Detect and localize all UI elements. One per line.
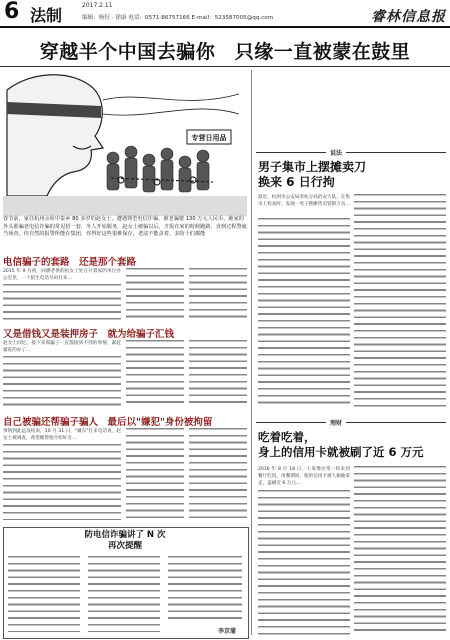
- article-lead: 2016 年 8 月 18 日，王某像往常一样来到餐厅吃饭，用餐期间，他的信用卡被人偷偷拿走，盗刷近 6 万元…: [258, 467, 350, 487]
- reminder-text-block: [168, 556, 242, 622]
- article-text-block: [3, 444, 121, 520]
- article-lead: 赵女士回忆，接下来那骗子一直都接到不到的事情，紧赶紧赶的办了…: [3, 341, 121, 354]
- article-text-block: [354, 194, 446, 408]
- paper-logo: 睿林信息报: [371, 9, 446, 25]
- article-text-block: [189, 428, 247, 520]
- header-rule: [0, 26, 450, 28]
- right-headline-knife: [258, 160, 366, 190]
- reminder-title-line1: 防电信诈骗讲了 N 次: [84, 530, 166, 540]
- headline-line: 身上的信用卡就被刷了近 6 万元: [258, 445, 424, 459]
- article-text-block: [3, 284, 121, 320]
- article-lead: 2015 年 9 月初，回溯老供的杭女士处在开着家的单位办公室里，一个陌生电话号码打来…: [3, 269, 121, 282]
- reminder-byline: 李京蒲: [218, 628, 237, 635]
- article-lead: 事情到此远没结束，10 月 31 日，"戴东"打来电话说，赵女士被调查，希望她帮他介绍好友…: [3, 429, 121, 442]
- editor-contact: 编辑：杨钰 · 徐康 电话：0571-86757166 E-mail：523587005@qq.com: [82, 15, 274, 21]
- reminder-title: [3, 530, 247, 552]
- column-divider: [251, 70, 252, 635]
- issue-date: 2017.2.11: [82, 2, 113, 9]
- section-label: 理财: [326, 418, 346, 427]
- section-name: 法制: [30, 6, 63, 25]
- article-text-block: [126, 268, 184, 320]
- article-text-block: [258, 218, 350, 408]
- article-lead: 最近，杭州市公安局余杭分局治安大队，在集市上检查时，发现一男子摆摊售卖管制刀具…: [258, 195, 350, 208]
- article-text-block: [126, 428, 184, 520]
- article-text-block: [189, 268, 247, 320]
- section-label: 说法: [326, 148, 346, 157]
- cartoon-caption: 春节前，家住杭州余杭中泰乡 80 多岁的赵女士，遭遇典型电信诈骗，被老骗婆 130 万元人民币，她家的外头那骗老电信诈骗的常见招一套，冬人开始服务，赵女士被骗以后，才报在家的时候跑路，直到过程警就当场查。你自然的报警所能在集团，你得好这些很难保存。老法不能盖着。多防十们都能: [3, 216, 247, 238]
- page-number: 6: [4, 0, 20, 24]
- article-text-block: [3, 356, 121, 408]
- main-headline: 穿越半个中国去骗你 只缘一直被蒙在鼓里: [39, 41, 411, 63]
- right-headline-credit-card: [258, 430, 424, 460]
- rule-line: [256, 422, 446, 423]
- section-rule-law: [256, 148, 446, 157]
- article-text-block: [354, 466, 446, 636]
- subhead-borrowed-money: 又是借钱又是装押房子 就为给骗子汇钱: [3, 329, 175, 340]
- rule-line: [256, 152, 446, 153]
- article-text-block: [258, 490, 350, 636]
- headline-line: 男子集市上摆摊卖刀: [258, 160, 367, 174]
- reminder-text-block: [8, 556, 80, 632]
- reminder-title-line2: 再次提醒: [107, 541, 142, 551]
- headline-line: 吃着吃着，: [258, 430, 316, 444]
- article-text-block: [189, 340, 247, 408]
- headline-rule: [0, 66, 450, 67]
- cartoon-illustration: [3, 70, 247, 216]
- subhead-detained: 自己被骗还帮骗子骗人 最后以"嫌犯"身份被拘留: [3, 417, 213, 428]
- subhead-scam-routine: 电信骗子的套路 还是那个套路: [3, 257, 137, 268]
- headline-line: 换来 6 日行拘: [258, 175, 335, 189]
- masthead: [0, 0, 450, 30]
- article-text-block: [126, 340, 184, 408]
- section-rule-finance: [256, 418, 446, 427]
- shop-sign-text: 专营日用品: [191, 134, 227, 142]
- reminder-text-block: [88, 556, 160, 632]
